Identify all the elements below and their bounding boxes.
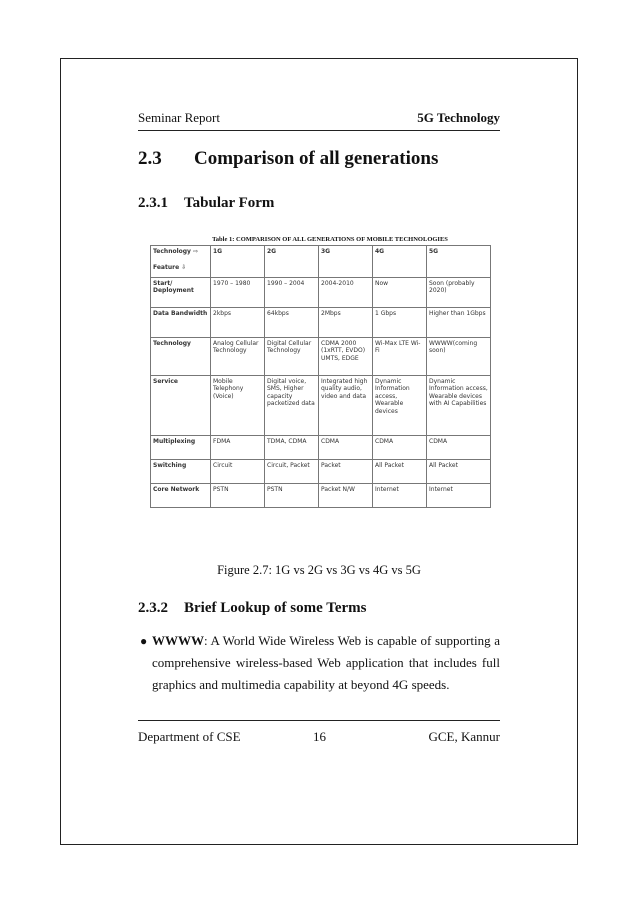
bullet-item-wwww (140, 630, 500, 696)
down-arrow-icon: ⇩ (181, 264, 187, 271)
table-cell: Now (373, 278, 427, 308)
bullet-dot-icon: ● (140, 634, 148, 648)
row-header: Core Network (151, 484, 211, 508)
table-cell: Packet N/W (319, 484, 373, 508)
table-cell: 1970 – 1980 (211, 278, 265, 308)
subsection-number-1: 2.3.1 (138, 195, 168, 211)
table-cell: Mobile Telephony (Voice) (211, 376, 265, 436)
section-number: 2.3 (138, 148, 162, 169)
table-cell: Digital voice, SMS, Higher capacity packetized data (265, 376, 319, 436)
table-cell: TDMA, CDMA (265, 436, 319, 460)
table-cell: 2004-2010 (319, 278, 373, 308)
comparison-table (150, 245, 491, 508)
table-row (151, 484, 491, 508)
subsection-number-2: 2.3.2 (138, 600, 168, 616)
row-header: Switching (151, 460, 211, 484)
table-cell: CDMA 2000 (1xRTT, EVDO) UMTS, EDGE (319, 338, 373, 376)
row-header: Data Bandwidth (151, 308, 211, 338)
table-caption: Table 1: COMPARISON OF ALL GENERATIONS OF MOBILE TECHNOLOGIES (212, 236, 448, 243)
table-row (151, 376, 491, 436)
header-rule (138, 130, 500, 131)
table-cell: 2kbps (211, 308, 265, 338)
section-title-text: Comparison of all generations (194, 148, 439, 169)
table-cell: Internet (373, 484, 427, 508)
section-title (138, 148, 438, 170)
table-cell: Soon (probably 2020) (427, 278, 491, 308)
footer-left: Department of CSE (138, 729, 241, 744)
bullet-term: WWWW (152, 633, 204, 648)
column-header: 2G (265, 246, 319, 278)
corner-technology-label: Technology (153, 247, 191, 255)
table-cell: Analog Cellular Technology (211, 338, 265, 376)
table-row (151, 460, 491, 484)
footer-rule (138, 720, 500, 721)
table-cell: 1 Gbps (373, 308, 427, 338)
bullet-text: : A World Wide Wireless Web is capable of supporting a comprehensive wireless-based Web application that includes full graphics and multimedia capability at beyond 4G speeds. (152, 633, 500, 692)
table-cell: PSTN (265, 484, 319, 508)
page-number: 16 (313, 729, 326, 744)
table-cell: FDMA (211, 436, 265, 460)
table-cell: CDMA (427, 436, 491, 460)
table-cell: 64kbps (265, 308, 319, 338)
table-cell: Digital Cellular Technology (265, 338, 319, 376)
table-cell: Circuit, Packet (265, 460, 319, 484)
table-cell: PSTN (211, 484, 265, 508)
footer-right: GCE, Kannur (428, 729, 500, 744)
table-cell: Higher than 1Gbps (427, 308, 491, 338)
header-left: Seminar Report (138, 110, 220, 125)
table-header-row (151, 246, 491, 278)
table-cell: All Packet (427, 460, 491, 484)
subsection-title-2-text: Brief Lookup of some Terms (184, 600, 367, 616)
row-header: Technology (151, 338, 211, 376)
subsection-title-1-text: Tabular Form (184, 195, 275, 211)
table-cell: CDMA (373, 436, 427, 460)
column-header: 5G (427, 246, 491, 278)
table-cell: Dynamic Information access, Wearable devices (373, 376, 427, 436)
table-cell: Integrated high quality audio, video and data (319, 376, 373, 436)
right-arrow-icon: ⇨ (193, 247, 199, 255)
row-header: Start/ Deployment (151, 278, 211, 308)
table-row (151, 338, 491, 376)
subsection-title-2 (138, 600, 367, 617)
row-header: Service (151, 376, 211, 436)
table-cell: 1990 – 2004 (265, 278, 319, 308)
table-cell: WWWW(coming soon) (427, 338, 491, 376)
table-cell: All Packet (373, 460, 427, 484)
figure-caption: Figure 2.7: 1G vs 2G vs 3G vs 4G vs 5G (217, 563, 421, 577)
row-header: Multiplexing (151, 436, 211, 460)
table-cell: CDMA (319, 436, 373, 460)
table-row (151, 308, 491, 338)
corner-feature-label: Feature (153, 264, 180, 271)
table-row (151, 436, 491, 460)
table-cell: Packet (319, 460, 373, 484)
table-cell: Internet (427, 484, 491, 508)
column-header: 3G (319, 246, 373, 278)
table-cell: Wi-Max LTE Wi-Fi (373, 338, 427, 376)
table-cell: 2Mbps (319, 308, 373, 338)
table-row (151, 278, 491, 308)
page-header (138, 110, 500, 126)
column-header: 1G (211, 246, 265, 278)
column-header: 4G (373, 246, 427, 278)
header-right: 5G Technology (417, 110, 500, 125)
table-cell: Dynamic Information access, Wearable devices with AI Capabilities (427, 376, 491, 436)
table-corner-cell (151, 246, 211, 278)
table-cell: Circuit (211, 460, 265, 484)
subsection-title-1 (138, 195, 274, 212)
comparison-table-figure (150, 236, 490, 508)
